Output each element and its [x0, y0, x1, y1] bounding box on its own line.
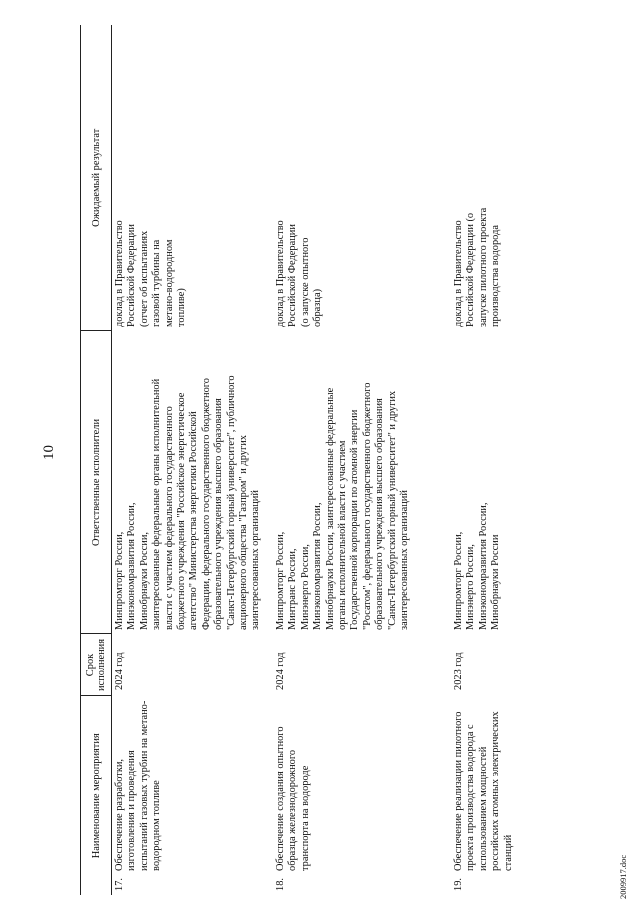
executor-line: Минтранс России,: [287, 548, 299, 630]
row-number: 17.: [114, 878, 125, 891]
result-cell: [451, 25, 618, 331]
executor-line: Минэнерго России,: [465, 544, 477, 630]
executor-line: Минпромторг России,: [274, 531, 286, 630]
executor-line: власти с участием федерального государственного: [163, 406, 175, 630]
executor-line: акционерного общества "Газпром" и других: [238, 435, 250, 630]
header-deadline: Срок исполнения: [81, 634, 112, 696]
result-line: запуске пилотного проекта: [477, 207, 489, 327]
result-line: производства водорода: [490, 225, 502, 327]
name-cell: [273, 696, 451, 895]
result-cell: [112, 25, 273, 331]
executors-cell: [112, 331, 273, 634]
result-line: доклад в Правительство: [452, 220, 464, 327]
result-line: топливе): [176, 288, 188, 327]
file-code: 2009917.doc: [618, 854, 628, 899]
result-line: образца): [312, 288, 324, 327]
executor-line: Минобрнауки России,: [138, 531, 150, 630]
measure-name: Обеспечение реализации пилотного проекта производства водорода с использованием мощностей российских атомных электрических станций: [452, 711, 514, 871]
executor-line: заинтересованных организаций: [250, 490, 262, 630]
executor-line: Минобрнауки России: [490, 534, 502, 630]
executor-line: Минобрнауки России, заинтересованные федеральные: [324, 387, 336, 630]
table-header: [81, 25, 112, 895]
result-line: доклад в Правительство: [274, 220, 286, 327]
executor-line: Минпромторг России,: [114, 531, 125, 630]
deadline-cell: 2023 год: [452, 652, 464, 690]
deadline-cell: 2024 год: [274, 652, 286, 690]
executor-line: Минэкономразвития России,: [477, 502, 489, 630]
header-executors: Ответственные исполнители: [81, 331, 112, 634]
executor-line: агентство" Министерства энергетики Российской: [188, 411, 200, 630]
table-row: [273, 25, 451, 895]
executor-line: Минэкономразвития России,: [312, 502, 324, 630]
table-row: [451, 25, 618, 895]
executor-line: Минэкономразвития России,: [126, 502, 138, 630]
executor-line: заинтересованных организаций: [398, 490, 410, 630]
table-row: [112, 25, 273, 895]
result-line: метано-водородном: [163, 239, 175, 327]
measures-table: [80, 25, 618, 895]
name-cell: [112, 696, 273, 895]
result-line: газовой турбины на: [151, 239, 163, 327]
deadline-cell: 2024 год: [114, 652, 125, 690]
executor-line: "Росатом", федерального государственного бюджетного: [361, 382, 373, 630]
executor-line: "Санкт-Петербургский горный университет", публичного: [225, 375, 237, 630]
executor-line: Федерации, федерального государственного бюджетного: [200, 378, 212, 630]
measure-name: Обеспечение разработки, изготовления и проведения испытаний газовых турбин на метано-водородном топливе: [114, 700, 163, 871]
header-result: Ожидаемый результат: [81, 25, 112, 331]
header-row: [81, 25, 112, 895]
result-line: (отчет об испытаниях: [138, 230, 150, 327]
executor-line: заинтересованные федеральные органы исполнительной: [151, 378, 163, 630]
name-cell: [451, 696, 618, 895]
executors-cell: [451, 331, 618, 634]
executor-line: "Санкт-Петербургский горный университет" и других: [386, 390, 398, 630]
result-line: (о запуске опытного: [299, 237, 311, 327]
executor-line: образовательного учреждения высшего образования: [374, 398, 386, 630]
executor-line: Государственной корпорации по атомной энергии: [349, 409, 361, 630]
executors-cell: [273, 331, 451, 634]
executor-line: Минэнерго России,: [299, 544, 311, 630]
executor-line: Минпромторг России,: [452, 531, 464, 630]
executor-line: образовательного учреждения высшего образования: [213, 398, 225, 630]
result-line: Российской Федерации: [126, 224, 138, 327]
page-number: 10: [41, 445, 57, 460]
result-cell: [273, 25, 451, 331]
row-number: 18.: [274, 878, 286, 891]
result-line: доклад в Правительство: [114, 220, 125, 327]
header-name: Наименование мероприятия: [81, 696, 112, 895]
measure-name: Обеспечение создания опытного образца железнодорожного транспорта на водороде: [274, 726, 311, 871]
row-number: 19.: [452, 878, 464, 891]
executor-line: органы исполнительной власти с участием: [336, 440, 348, 630]
result-line: Российской Федерации (о: [465, 212, 477, 327]
result-line: Российской Федерации: [287, 224, 299, 327]
executor-line: бюджетного учреждения "Российское энергетическое: [176, 392, 188, 630]
